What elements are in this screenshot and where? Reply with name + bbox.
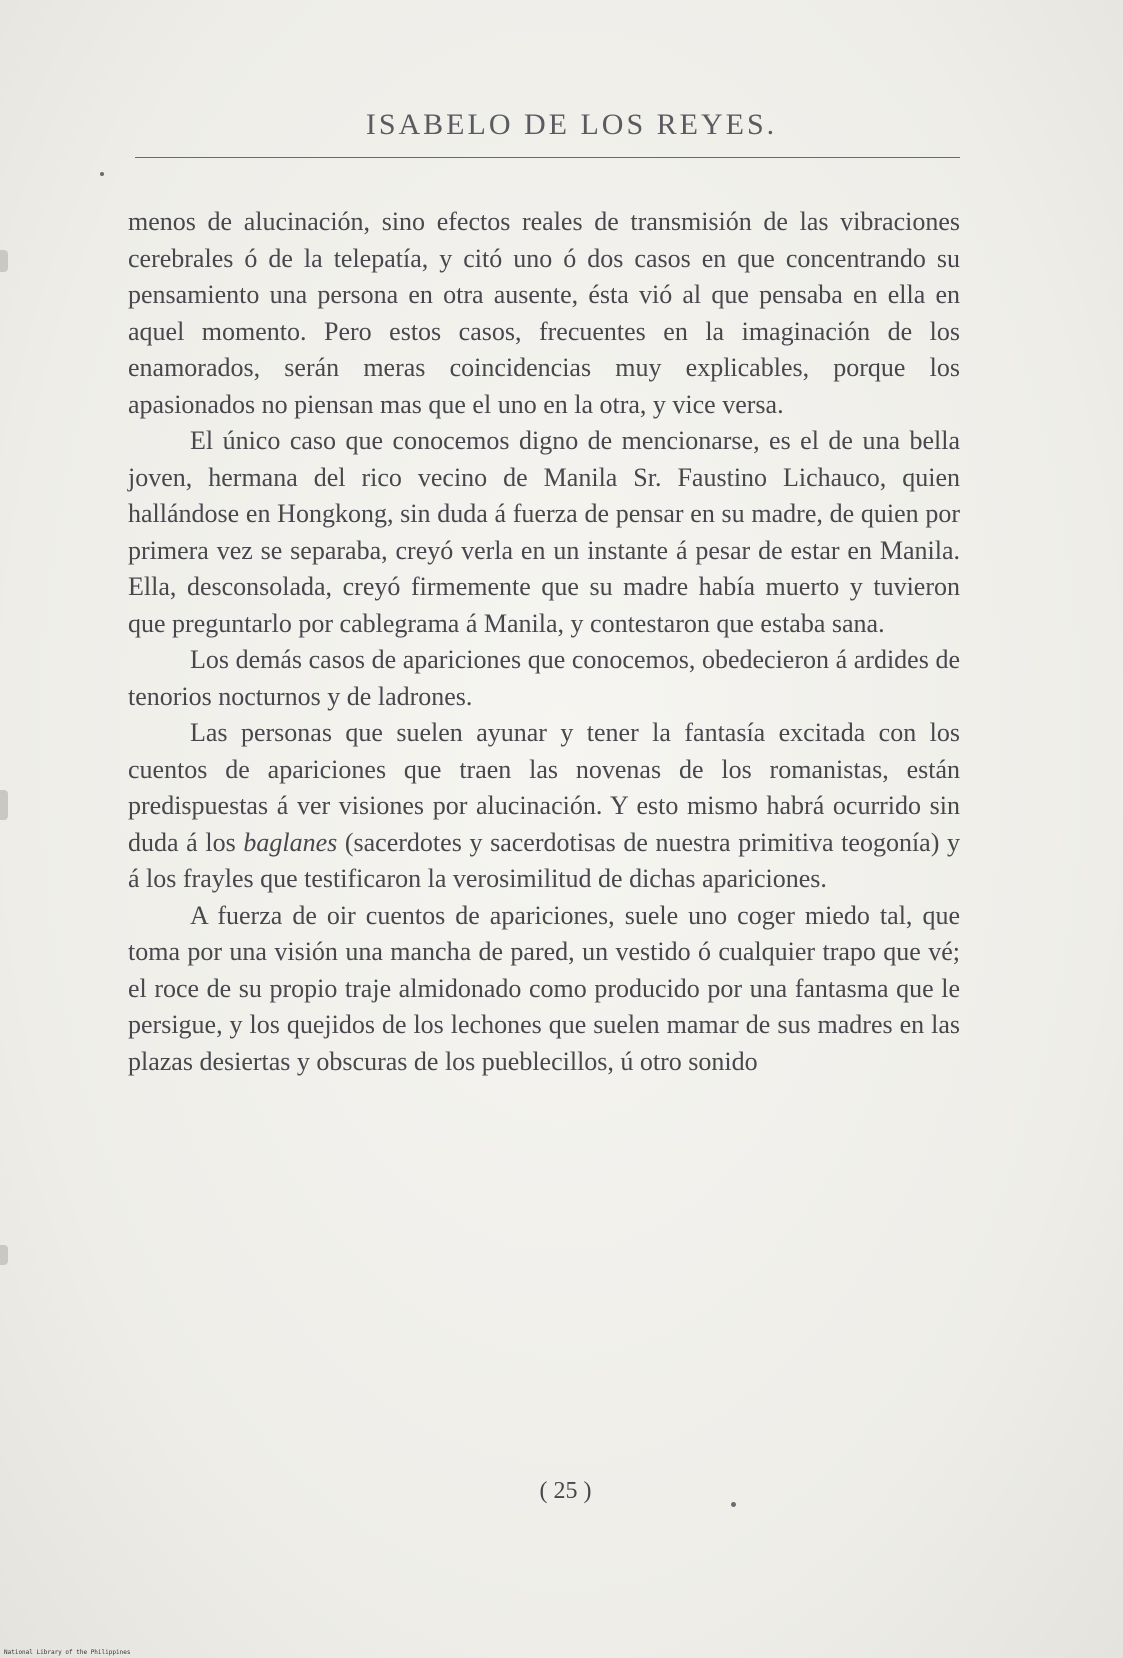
ink-speck <box>100 172 104 176</box>
paragraph-1: menos de alucinación, sino efectos reales de transmisión de las vibraciones cerebrales ó de la telepatía, y citó uno ó dos casos en que concentrando su pensamiento una persona en otra ausente, ésta vió al que pensaba en ella en aquel momento. Pero estos casos, frecuentes en la imaginación de los enamorados, serán meras coincidencias muy explicables, porque los apasionados no piensan mas que el uno en la otra, y vice versa. <box>128 207 960 419</box>
page-number: ( 25 ) <box>539 1478 592 1504</box>
paragraph-5: A fuerza de oir cuentos de apariciones, suele uno coger miedo tal, que toma por una visión una mancha de pared, un vestido ó cualquier trapo que vé; el roce de su propio traje almidonado como producido por una fantasma que le persigue, y los quejidos de los lechones que suelen mamar de sus madres en las plazas desiertas y obscuras de los pueblecillos, ú otro sonido <box>128 900 960 1076</box>
binding-edge-mark <box>0 1245 8 1265</box>
header-rule <box>135 157 960 158</box>
ink-speck <box>731 1502 736 1507</box>
running-header: ISABELO DE LOS REYES. <box>365 108 778 141</box>
paragraph-2: El único caso que conocemos digno de mencionarse, es el de una bella joven, hermana del rico vecino de Manila Sr. Faustino Lichauco, quien hallándose en Hongkong, sin duda á fuerza de pensar en su madre, de quien por primera vez se separaba, creyó verla en un instante á pesar de estar en Manila. Ella, desconsolada, creyó firmemente que su madre había muerto y tuvieron que preguntarlo por cablegrama á Manila, y contestaron que estaba sana. <box>128 426 960 638</box>
binding-edge-mark <box>0 790 8 820</box>
binding-edge-mark <box>0 250 8 272</box>
paragraph-4-text-start: Las personas que suelen ayunar y tener la fantasía excitada con los cuentos de apariciones que traen las novenas de los romanistas, están predispuestas á ver visiones por alucinación. Y esto mismo habrá ocurrido sin duda á los <box>128 718 960 857</box>
library-credit: National Library of the Philippines <box>4 1649 131 1656</box>
italic-term: baglanes <box>243 827 338 857</box>
paragraph-3: Los demás casos de apariciones que conocemos, obedecieron á ardides de tenorios nocturnos y de ladrones. <box>128 645 960 711</box>
paragraph-4 <box>128 715 960 898</box>
body-text <box>128 204 960 1080</box>
paragraph-4-text-end: (sacerdotes y sacerdotisas de nuestra primitiva teogonía) y á los frayles que testificaron la verosimilitud de dichas apariciones. <box>128 827 961 893</box>
